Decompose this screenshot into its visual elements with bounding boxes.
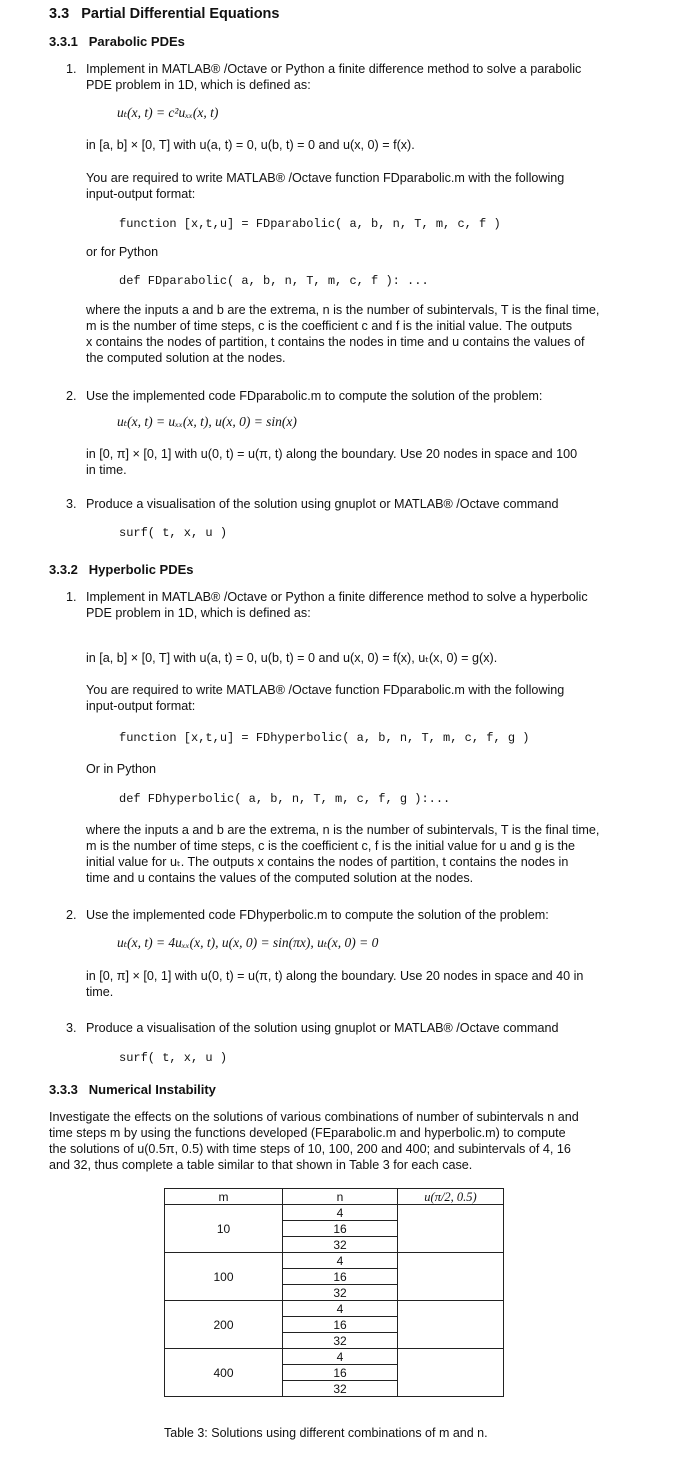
where-paragraph — [86, 822, 626, 886]
code-block: def FDparabolic( a, b, n, T, m, c, f ): ... — [119, 274, 429, 288]
cell-m: 10 — [165, 1205, 283, 1253]
table-row — [165, 1349, 504, 1365]
cell-n: 4 — [283, 1205, 398, 1221]
list-number: 2. — [66, 908, 77, 922]
text-line: x contains the nodes of partition, t contains the nodes in time and u contains the values of — [86, 335, 585, 349]
cell-n: 4 — [283, 1349, 398, 1365]
cell-m: 400 — [165, 1349, 283, 1397]
cell-n: 16 — [283, 1365, 398, 1381]
cell-n: 32 — [283, 1285, 398, 1301]
where-paragraph — [86, 302, 626, 366]
domain-text — [86, 968, 626, 1000]
cell-n: 16 — [283, 1269, 398, 1285]
text-line: or for Python — [86, 245, 159, 259]
text-line: m is the number of time steps, c is the coefficient c, f is the initial value for u and g is the — [86, 839, 576, 853]
section-heading-3-3 — [49, 6, 279, 22]
item-intro — [86, 61, 626, 93]
subsection-heading-3-3-3 — [49, 1082, 216, 1098]
code-block: surf( t, x, u ) — [119, 526, 228, 540]
text-line: Produce a visualisation of the solution using gnuplot or MATLAB® /Octave command — [86, 497, 559, 511]
text-line: in [0, π] × [0, 1] with u(0, t) = u(π, t) along the boundary. Use 20 nodes in space and 40 in — [86, 969, 584, 983]
text-line: time and u contains the values of the computed solution at the nodes. — [86, 871, 474, 885]
text-line: Use the implemented code FDparabolic.m to compute the solution of the problem: — [86, 389, 543, 403]
text-line: PDE problem in 1D, which is defined as: — [86, 78, 311, 92]
cell-n: 4 — [283, 1301, 398, 1317]
list-number: 2. — [66, 389, 77, 403]
header-u: u(π/2, 0.5) — [398, 1189, 504, 1205]
text-line: time. — [86, 985, 114, 999]
subsection-number: 3.3.2 — [49, 562, 78, 577]
subsection-number: 3.3.1 — [49, 34, 78, 49]
results-table — [164, 1188, 504, 1397]
header-m: m — [165, 1189, 283, 1205]
table-row — [165, 1253, 504, 1269]
section-number: 3.3 — [49, 6, 70, 22]
text-line: m is the number of time steps, c is the coefficient c and f is the initial value. The outputs — [86, 319, 573, 333]
equation: uₜ(x, t) = 4uₓₓ(x, t), u(x, 0) = sin(πx), uₜ(x, 0) = 0 — [117, 935, 379, 950]
cell-u — [398, 1205, 504, 1253]
header-n: n — [283, 1189, 398, 1205]
instability-paragraph — [49, 1109, 619, 1173]
subsection-title: Hyperbolic PDEs — [88, 562, 194, 577]
subsection-number: 3.3.3 — [49, 1082, 78, 1097]
text-line: Use the implemented code FDhyperbolic.m to compute the solution of the problem: — [86, 908, 549, 922]
cell-u — [398, 1349, 504, 1397]
text-line: time steps m by using the functions developed (FEparabolic.m and hyperbolic.m) to compute — [49, 1126, 566, 1140]
text-line: Implement in MATLAB® /Octave or Python a finite difference method to solve a hyperbolic — [86, 590, 588, 604]
requirement-text — [86, 170, 626, 202]
cell-n: 32 — [283, 1237, 398, 1253]
text-line: You are required to write MATLAB® /Octave function FDparabolic.m with the following — [86, 683, 565, 697]
table-row — [165, 1205, 504, 1221]
text-line: You are required to write MATLAB® /Octave function FDparabolic.m with the following — [86, 171, 565, 185]
table-caption: Table 3: Solutions using different combinations of m and n. — [164, 1426, 488, 1440]
list-number: 3. — [66, 497, 77, 511]
text-line: Or in Python — [86, 762, 156, 776]
domain-text: in [a, b] × [0, T] with u(a, t) = 0, u(b, t) = 0 and u(x, 0) = f(x). — [86, 138, 415, 152]
section-title: Partial Differential Equations — [81, 6, 280, 22]
table-body — [165, 1189, 504, 1397]
subsection-heading-3-3-2 — [49, 562, 194, 578]
text-line: where the inputs a and b are the extrema, n is the number of subintervals, T is the final time, — [86, 823, 600, 837]
cell-u — [398, 1301, 504, 1349]
cell-m: 200 — [165, 1301, 283, 1349]
code-block: function [x,t,u] = FDhyperbolic( a, b, n, T, m, c, f, g ) — [119, 731, 530, 745]
text-line: in [0, π] × [0, 1] with u(0, t) = u(π, t) along the boundary. Use 20 nodes in space and 100 — [86, 447, 578, 461]
cell-n: 4 — [283, 1253, 398, 1269]
requirement-text — [86, 682, 626, 714]
cell-n: 32 — [283, 1381, 398, 1397]
table-header-row — [165, 1189, 504, 1205]
text-line: the solutions of u(0.5π, 0.5) with time steps of 10, 100, 200 and 400; and subintervals of 4, 16 — [49, 1142, 571, 1156]
list-number: 1. — [66, 62, 77, 76]
domain-text — [86, 446, 626, 478]
subsection-heading-3-3-1 — [49, 34, 185, 50]
text-line: where the inputs a and b are the extrema, n is the number of subintervals, T is the final time, — [86, 303, 600, 317]
domain-text: in [a, b] × [0, T] with u(a, t) = 0, u(b, t) = 0 and u(x, 0) = f(x), uₜ(x, 0) = g(x). — [86, 651, 498, 665]
text-line: initial value for uₜ. The outputs x contains the nodes of partition, t contains the nodes in — [86, 855, 569, 869]
text-line: Produce a visualisation of the solution using gnuplot or MATLAB® /Octave command — [86, 1021, 559, 1035]
text-line: Implement in MATLAB® /Octave or Python a finite difference method to solve a parabolic — [86, 62, 582, 76]
text-line: PDE problem in 1D, which is defined as: — [86, 606, 311, 620]
text-line: Investigate the effects on the solutions of various combinations of number of subintervals n and — [49, 1110, 579, 1124]
cell-n: 32 — [283, 1333, 398, 1349]
subsection-title: Parabolic PDEs — [88, 34, 185, 49]
text-line: input-output format: — [86, 699, 196, 713]
list-number: 1. — [66, 590, 77, 604]
code-block: def FDhyperbolic( a, b, n, T, m, c, f, g ):... — [119, 792, 451, 806]
cell-n: 16 — [283, 1317, 398, 1333]
item-intro — [86, 589, 626, 621]
cell-n: 16 — [283, 1221, 398, 1237]
cell-m: 100 — [165, 1253, 283, 1301]
text-line: the computed solution at the nodes. — [86, 351, 286, 365]
table-row — [165, 1301, 504, 1317]
text-line: in time. — [86, 463, 127, 477]
text-line: input-output format: — [86, 187, 196, 201]
code-block: surf( t, x, u ) — [119, 1051, 228, 1065]
text-line: and 32, thus complete a table similar to that shown in Table 3 for each case. — [49, 1158, 473, 1172]
equation: uₜ(x, t) = uₓₓ(x, t), u(x, 0) = sin(x) — [117, 414, 297, 429]
list-number: 3. — [66, 1021, 77, 1035]
code-block: function [x,t,u] = FDparabolic( a, b, n, T, m, c, f ) — [119, 217, 501, 231]
subsection-title: Numerical Instability — [88, 1082, 216, 1097]
cell-u — [398, 1253, 504, 1301]
equation: uₜ(x, t) = c²uₓₓ(x, t) — [117, 105, 219, 120]
